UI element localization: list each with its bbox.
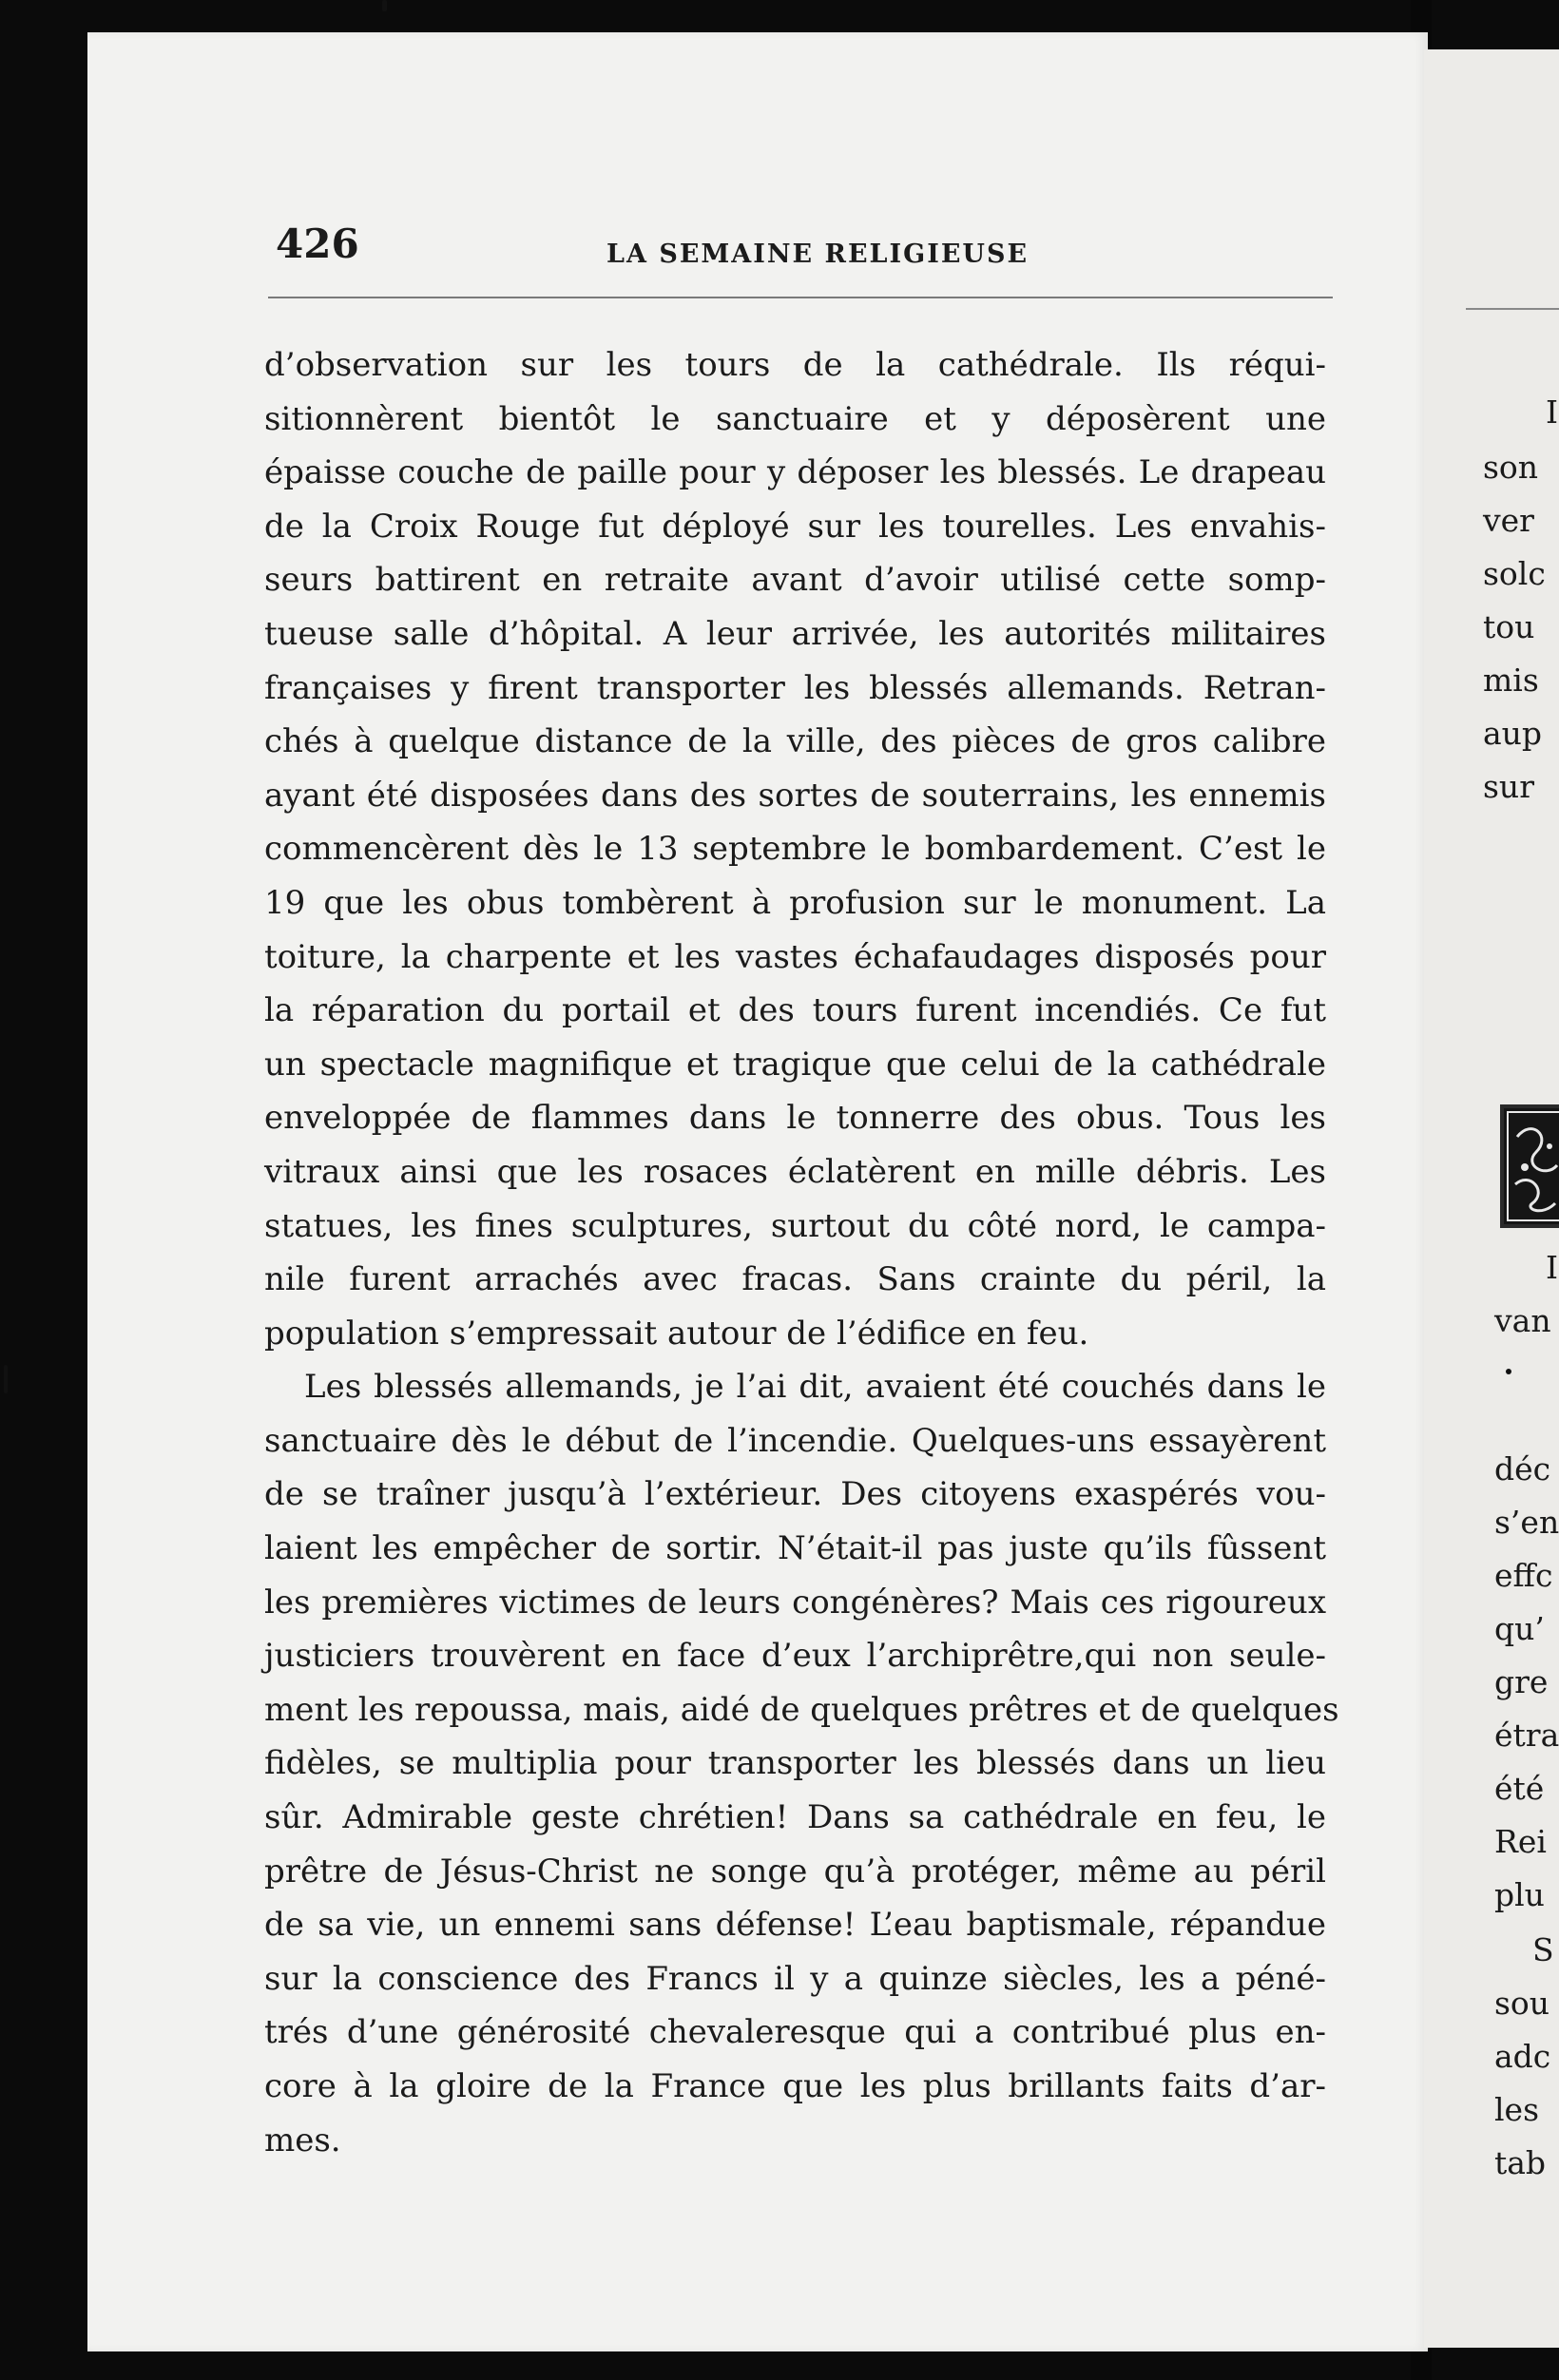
text-line: les premières victimes de leurs congénères? Mais ces rigoureux <box>264 1583 1326 1622</box>
ornamental-initial-icon <box>1500 1104 1559 1228</box>
right-page-fragment: adc <box>1494 2038 1551 2075</box>
text-line: ment les repoussa, mais, aidé de quelques prêtres et de quelques <box>264 1690 1339 1729</box>
text-line: commencèrent dès le 13 septembre le bombardement. C’est le <box>264 830 1326 869</box>
text-line: d’observation sur les tours de la cathédrale. Ils réqui- <box>264 346 1326 384</box>
right-page-header-rule <box>1466 308 1559 310</box>
right-page-fragment: plu <box>1494 1876 1545 1913</box>
text-line: Les blessés allemands, je l’ai dit, avaient été couchés dans le <box>304 1368 1326 1407</box>
text-line: 19 que les obus tombèrent à profusion sur le monument. La <box>264 883 1326 922</box>
text-line: françaises y firent transporter les blessés allemands. Retran- <box>264 668 1326 707</box>
text-line: statues, les fines sculptures, surtout du côté nord, le campa- <box>264 1206 1326 1245</box>
right-page-fragment: I <box>1546 393 1559 431</box>
text-line: la réparation du portail et des tours furent incendiés. Ce fut <box>264 991 1326 1030</box>
right-page-edge <box>1424 49 1559 2348</box>
text-line: laient les empêcher de sortir. N’était-il pas juste qu’ils fûssent <box>264 1529 1326 1568</box>
right-page-fragment: gre <box>1494 1663 1549 1700</box>
text-line: de se traîner jusqu’à l’extérieur. Des citoyens exaspérés vou- <box>264 1475 1326 1514</box>
right-page-fragment: tou <box>1483 608 1535 645</box>
text-line: nile furent arrachés avec fracas. Sans crainte du péril, la <box>264 1260 1326 1299</box>
speck <box>1506 1369 1511 1374</box>
right-page-fragment: sou <box>1494 1985 1550 2022</box>
right-page-fragment: tab <box>1494 2144 1547 2181</box>
text-line: population s’empressait autour de l’édifice en feu. <box>264 1314 1089 1353</box>
text-line: chés à quelque distance de la ville, des pièces de gros calibre <box>264 722 1326 761</box>
text-line: prêtre de Jésus-Christ ne songe qu’à protéger, même au péril <box>264 1852 1326 1891</box>
right-page-fragment: S <box>1532 1931 1554 1968</box>
body-text <box>264 338 1339 2167</box>
right-page-fragment: Rei <box>1494 1823 1547 1860</box>
text-line: épaisse couche de paille pour y déposer les blessés. Le drapeau <box>264 453 1326 492</box>
text-line: sanctuaire dès le début de l’incendie. Quelques-uns essayèrent <box>264 1421 1326 1460</box>
right-page-fragment: les <box>1494 2091 1540 2128</box>
right-page-fragment: son <box>1483 449 1539 486</box>
text-line: mes. <box>264 2121 341 2159</box>
right-page-fragment: mis <box>1483 662 1539 699</box>
right-page-fragment: déc <box>1494 1450 1551 1488</box>
right-page-fragment: s’en <box>1494 1504 1559 1541</box>
page-number: 426 <box>276 221 359 267</box>
right-page-fragment: solc <box>1483 555 1546 592</box>
text-line: trés d’une générosité chevaleresque qui a contribué plus en- <box>264 2013 1326 2052</box>
text-line: ayant été disposées dans des sortes de souterrains, les ennemis <box>264 776 1326 815</box>
text-line: sitionnèrent bientôt le sanctuaire et y déposèrent une <box>264 399 1326 438</box>
scan-mark <box>382 0 387 11</box>
right-page-fragment: été <box>1494 1770 1545 1807</box>
paragraph-1 <box>264 338 1326 1360</box>
text-line: fidèles, se multiplia pour transporter les blessés dans un lieu <box>264 1744 1326 1783</box>
running-head: LA SEMAINE RELIGIEUSE <box>606 240 1030 269</box>
text-line: de la Croix Rouge fut déployé sur les tourelles. Les envahis- <box>264 507 1326 546</box>
text-line: un spectacle magnifique et tragique que celui de la cathédrale <box>264 1045 1326 1084</box>
text-line: core à la gloire de la France que les plus brillants faits d’ar- <box>264 2067 1326 2105</box>
text-line: enveloppée de flammes dans le tonnerre des obus. Tous les <box>264 1099 1326 1138</box>
paragraph-2 <box>264 1360 1339 2167</box>
right-page-fragment: effc <box>1494 1557 1553 1594</box>
text-line: tueuse salle d’hôpital. A leur arrivée, les autorités militaires <box>264 614 1326 653</box>
text-line: sûr. Admirable geste chrétien! Dans sa cathédrale en feu, le <box>264 1798 1326 1837</box>
text-line: seurs battirent en retraite avant d’avoir utilisé cette somp- <box>264 561 1326 600</box>
right-page-fragment: sur <box>1483 768 1534 805</box>
right-page-fragment: aup <box>1483 715 1543 752</box>
text-line: toiture, la charpente et les vastes échafaudages disposés pour <box>264 937 1326 976</box>
text-line: de sa vie, un ennemi sans défense! L’eau baptismale, répandue <box>264 1906 1326 1945</box>
right-page-fragment: I <box>1546 1249 1559 1286</box>
right-page-fragment: étra <box>1494 1717 1559 1754</box>
text-line: vitraux ainsi que les rosaces éclatèrent en mille débris. Les <box>264 1152 1326 1191</box>
text-line: justiciers trouvèrent en face d’eux l’archiprêtre,qui non seule- <box>264 1637 1326 1676</box>
header-rule <box>268 297 1333 298</box>
scan-mark <box>4 1365 8 1393</box>
right-page-fragment: qu’ <box>1494 1610 1545 1647</box>
right-page-fragment: ver <box>1483 502 1534 539</box>
text-line: sur la conscience des Francs il y a quinze siècles, les a péné- <box>264 1959 1326 1998</box>
right-page-fragment: van <box>1494 1302 1551 1339</box>
